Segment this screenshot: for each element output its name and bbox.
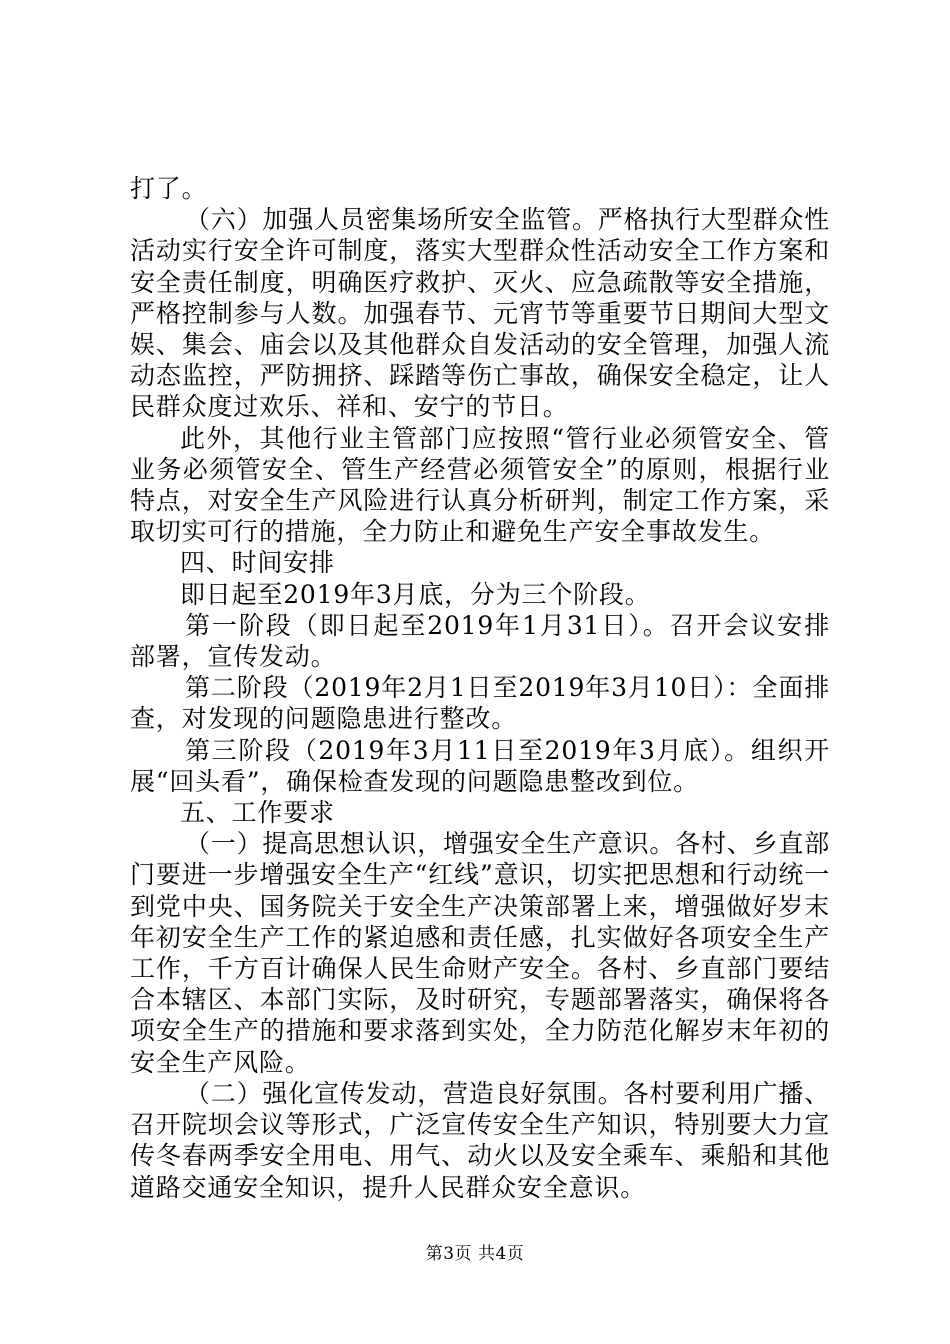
paragraph-requirement-two: （二）强化宣传发动，营造良好氛围。各村要利用广播、召开院坝会议等形式，广泛宣传安全生产知识，特别要大力宣传冬春两季安全用电、用气、动火以及安全乘车、乘船和其他道路交通安全知识，提升人民群众安全意识。 [130,1078,831,1202]
paragraph-phase-three: 第三阶段（2019年3月11日至2019年3月底）。组织开展“回头看”，确保检查发现的问题隐患整改到位。 [130,735,830,796]
section-heading-requirements: 五、工作要求 [180,798,335,828]
paragraph-schedule-overview: 即日起至2019年3月底，分为三个阶段。 [180,579,651,609]
page-footer [0,1243,950,1265]
document-body [130,173,830,1203]
paragraph-phase-one: 第一阶段（即日起至2019年1月31日）。召开会议安排部署，宣传发动。 [130,610,830,672]
section-heading-schedule: 四、时间安排 [180,548,335,578]
paragraph-item-six: （六）加强人员密集场所安全监管。严格执行大型群众性活动实行安全许可制度，落实大型群众性活动安全工作方案和安全责任制度，明确医疗救护、灭火、应急疏散等安全措施，严格控制参与人数。加强春节、元宵节等重要节日期间大型文娱、集会、庙会以及其他群众自发活动的安全管理，加强人流动态监控，严防拥挤、踩踏等伤亡事故，确保安全稳定，让人民群众度过欢乐、祥和、安宁的节日。 [130,205,831,422]
paragraph-continuation: 打了。 [130,174,208,203]
page-number-label: 第3页 共4页 [425,1244,525,1264]
paragraph-requirement-one: （一）提高思想认识，增强安全生产意识。各村、乡直部门要进一步增强安全生产“红线”意识，切实把思想和行动统一到党中央、国务院关于安全生产决策部署上来，增强做好岁末年初安全生产工作的紧迫感和责任感，扎实做好各项安全生产工作，千方百计确保人民生命财产安全。各村、乡直部门要结合本辖区、本部门实际，及时研究，专题部署落实，确保将各项安全生产的措施和要求落到实处，全力防范化解岁末年初的安全生产风险。 [130,829,831,1077]
paragraph-phase-two: 第二阶段（2019年2月1日至2019年3月10日）：全面排查，对发现的问题隐患进行整改。 [130,673,830,734]
paragraph-other-departments: 此外，其他行业主管部门应按照“管行业必须管安全、管业务必须管安全、管生产经营必须管安全”的原则，根据行业特点，对安全生产风险进行认真分析研判，制定工作方案，采取切实可行的措施，全力防止和避免生产安全事故发生。 [130,423,830,547]
